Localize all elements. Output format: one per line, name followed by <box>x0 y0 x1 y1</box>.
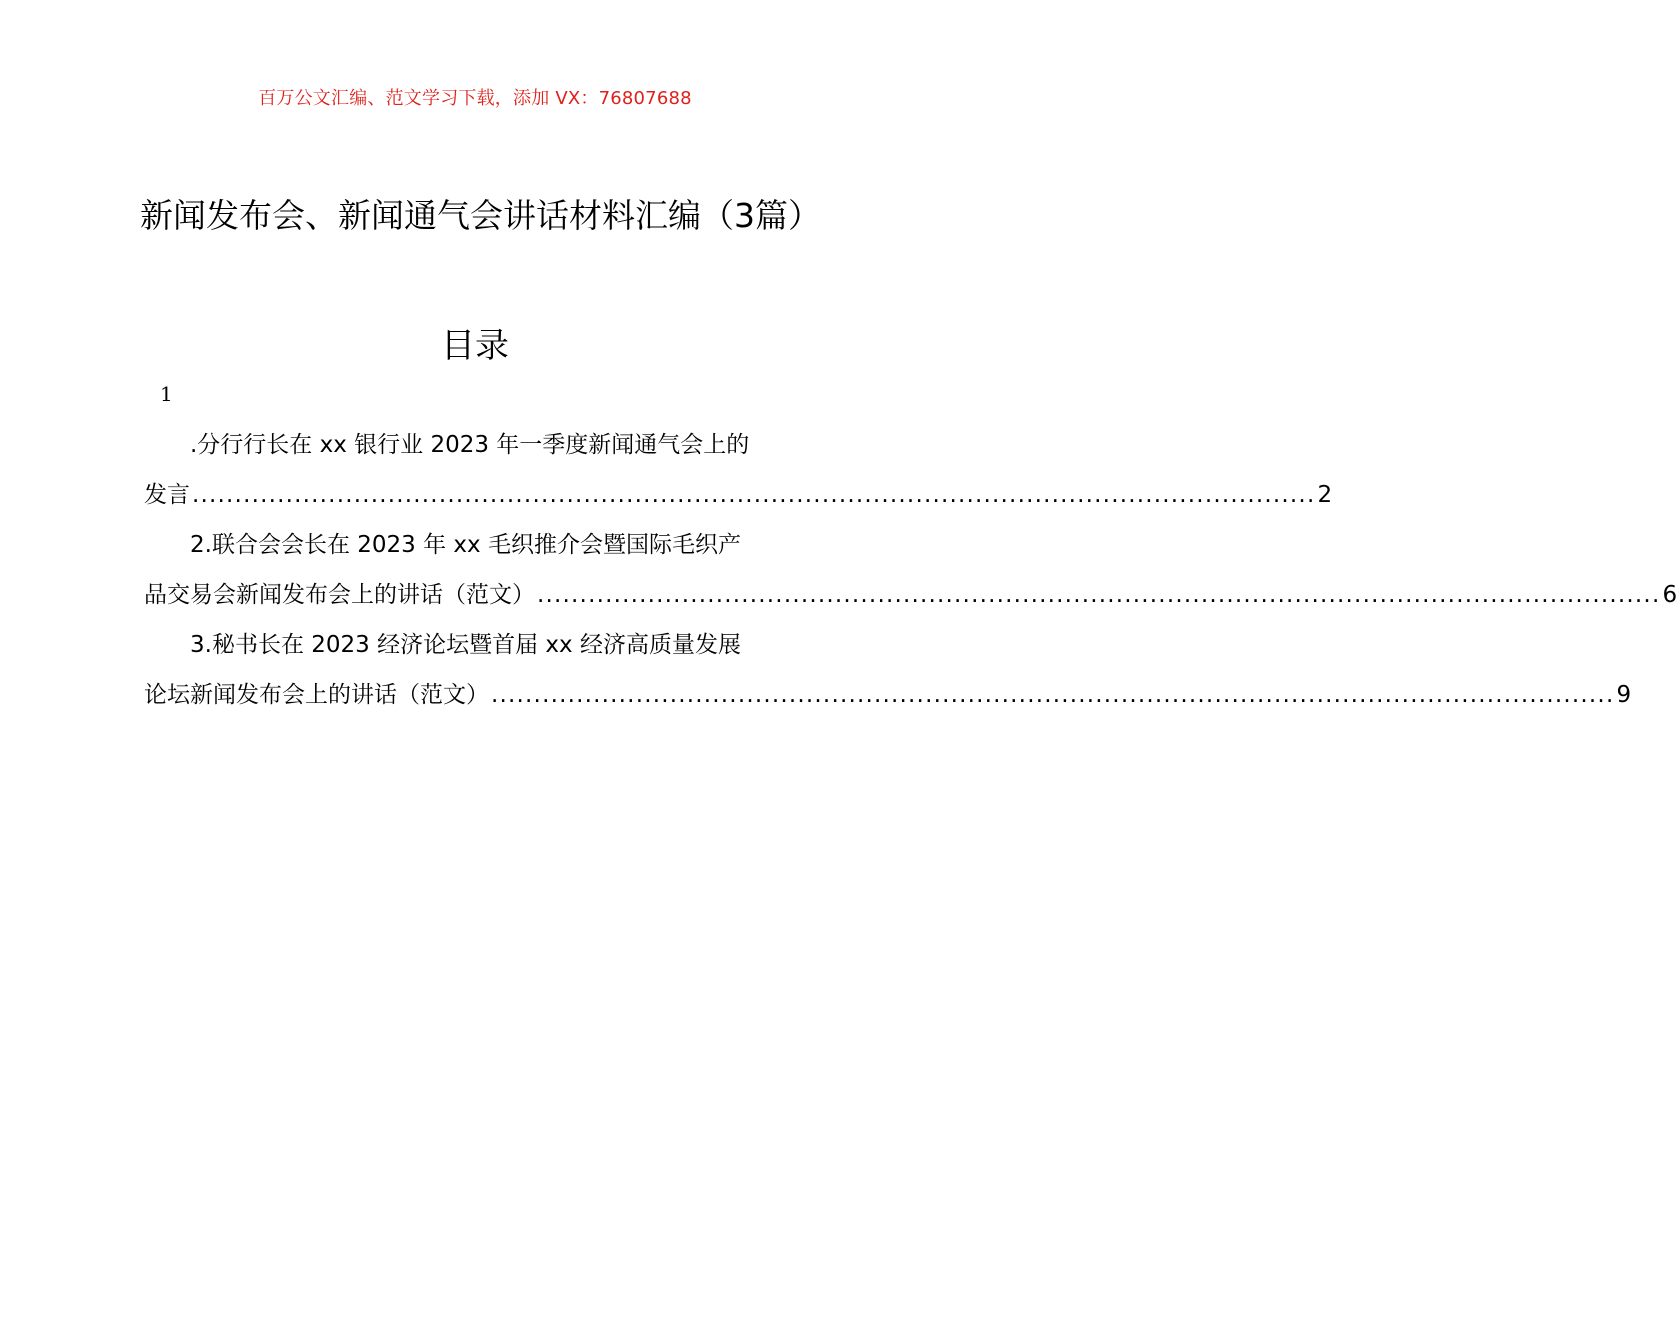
table-of-contents <box>144 420 1677 720</box>
document-title: 新闻发布会、新闻通气会讲话材料汇编（3篇） <box>140 196 821 236</box>
toc-entry-line1: 3.秘书长在 2023 经济论坛暨首届 xx 经济高质量发展 <box>190 632 741 658</box>
toc-entry-line1: 2.联合会会长在 2023 年 xx 毛织推介会暨国际毛织产 <box>190 532 741 558</box>
toc-heading: 目录 <box>441 326 509 366</box>
toc-entry-line1: .分行行长在 xx 银行业 2023 年一季度新闻通气会上的 <box>190 432 750 458</box>
toc-page-number: 6 <box>1662 582 1677 608</box>
toc-entry-1[interactable] <box>144 420 1333 520</box>
toc-entry-line2: 论坛新闻发布会上的讲话（范文） <box>144 682 489 708</box>
toc-page-number: 2 <box>1317 482 1333 508</box>
dot-leader: .................................................................................................................................... <box>537 582 1661 608</box>
dot-leader: .................................................................................................................................... <box>192 482 1316 508</box>
stray-number: 1 <box>160 382 173 406</box>
toc-page-number: 9 <box>1616 682 1632 708</box>
dot-leader: .................................................................................................................................... <box>491 682 1615 708</box>
toc-entry-line2: 品交易会新闻发布会上的讲话（范文） <box>144 582 535 608</box>
header-note: 百万公文汇编、范文学习下载，添加 VX：76807688 <box>258 88 692 109</box>
toc-entry-line2: 发言 <box>144 482 190 508</box>
toc-entry-2[interactable] <box>144 520 1677 620</box>
toc-entry-3[interactable] <box>144 620 1632 720</box>
